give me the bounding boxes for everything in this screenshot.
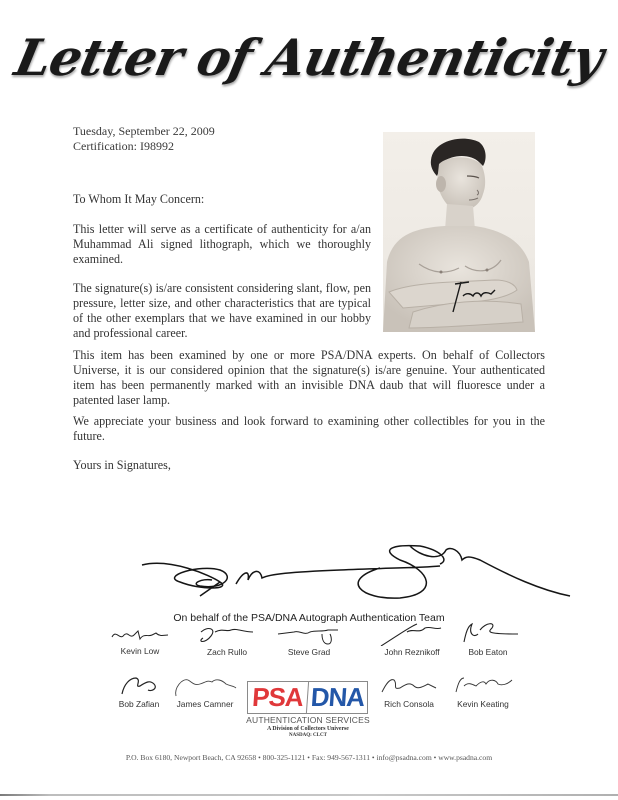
bottom-divider (0, 794, 618, 796)
authenticator-signature (140, 520, 580, 610)
member-name: Bob Eaton (468, 647, 508, 657)
signature-bob-eaton (456, 620, 520, 646)
letter-title: Letter of Authenticity (10, 28, 608, 87)
team-member-bob-zafian (110, 674, 168, 709)
nasdaq-ticker: NASDAQ: CLCT (289, 733, 327, 738)
logo-psa-text: PSA (247, 682, 309, 713)
team-member-kevin-low (104, 627, 176, 656)
member-name: James Camner (176, 699, 234, 709)
team-member-zach-rullo (192, 624, 262, 657)
signature-james-camner (172, 674, 238, 698)
signed-lithograph-photo (383, 132, 535, 332)
team-member-bob-eaton (455, 620, 521, 657)
logo-dna-text: DNA (309, 682, 366, 712)
signature-zach-rullo (197, 624, 257, 646)
paragraph-appreciation: We appreciate your business and look forward to examining other collectibles for you in the future. (73, 414, 545, 443)
psa-dna-logo (247, 681, 368, 714)
letter-date: Tuesday, September 22, 2009 (73, 124, 215, 138)
authentication-services-label: AUTHENTICATION SERVICES (246, 715, 370, 725)
member-name: Rich Consola (384, 699, 434, 709)
team-caption: On behalf of the PSA/DNA Autograph Authentication Team (173, 612, 445, 624)
member-name: John Reznikoff (384, 647, 440, 657)
member-name: Kevin Low (120, 646, 160, 656)
footer-contact: P.O. Box 6180, Newport Beach, CA 92658 • 800-325-1121 • Fax: 949-567-1311 • info@psadna.com • www.psadna.com (125, 753, 493, 762)
signature-steve-grad (276, 626, 342, 646)
signature-rich-consola (378, 674, 440, 698)
team-member-john-reznikoff (375, 622, 449, 657)
division-label: A Division of Collectors Universe (267, 726, 349, 732)
member-name: Steve Grad (287, 647, 331, 657)
greeting: To Whom It May Concern: (73, 192, 205, 206)
certification-number: Certification: I98992 (73, 139, 174, 153)
team-member-james-camner (170, 674, 240, 709)
team-member-steve-grad (273, 626, 345, 657)
team-member-rich-consola (375, 674, 443, 709)
paragraph-signature-analysis: The signature(s) is/are consistent considering slant, flow, pen pressure, letter size, and other characteristics that are typical of the other exemplars that we have examined in our hobby and professional career. (73, 281, 371, 340)
closing: Yours in Signatures, (73, 458, 171, 472)
member-name: Zach Rullo (206, 647, 248, 657)
signature-kevin-low (110, 627, 170, 645)
member-name: Bob Zafian (118, 699, 160, 709)
signature-bob-zafian (114, 674, 164, 698)
signature-kevin-keating (450, 674, 516, 698)
team-member-kevin-keating (448, 674, 518, 709)
signature-john-reznikoff (377, 622, 447, 646)
paragraph-expert-opinion: This item has been examined by one or more PSA/DNA experts. On behalf of Collectors Universe, it is our considered opinion that the signature(s) is/are genuine. Your authenticated item has been permanently marked with an invisible DNA daub that will fluoresce under a patented laser lamp. (73, 348, 545, 407)
member-name: Kevin Keating (457, 699, 509, 709)
letter-meta (73, 124, 215, 154)
paragraph-item-description: This letter will serve as a certificate of authenticity for a/an Muhammad Ali signed lithograph, which we thoroughly examined. (73, 222, 371, 266)
portrait-image (383, 132, 535, 332)
